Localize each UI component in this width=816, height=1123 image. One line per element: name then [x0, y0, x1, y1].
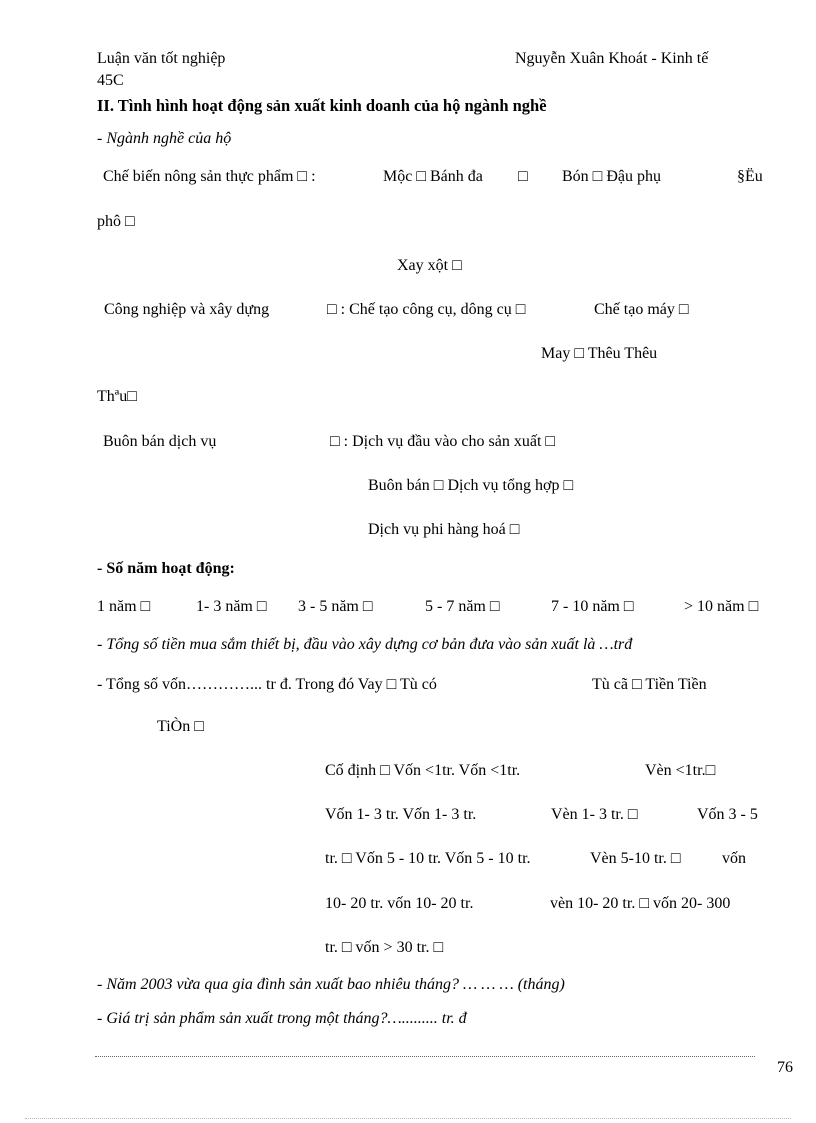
nam-2003-question: - Năm 2003 vừa qua gia đình sản xuất bao nhiêu tháng? … … … (tháng) — [97, 976, 565, 993]
gia-tri-question: - Giá trị sản phẩm sản xuất trong một tháng?…......... tr. đ — [97, 1010, 467, 1027]
banh-da-checkbox: □ — [518, 168, 528, 185]
page-number: 76 — [777, 1059, 793, 1076]
von-line-2c: Vốn 3 - 5 — [697, 806, 758, 823]
header-left-line2: 45C — [97, 72, 124, 89]
tu-co-options: Tù cã □ Tiền Tiền — [592, 676, 707, 693]
von-line-2a: Vốn 1- 3 tr. Vốn 1- 3 tr. — [325, 806, 477, 823]
nganh-nghe-label: - Ngành nghề của hộ — [97, 130, 232, 147]
tong-so-tien-line: - Tổng số tiền mua sắm thiết bị, đầu vào xây dựng cơ bản đưa vào sản xuất là …trđ — [97, 636, 633, 653]
moc-banh-da: Mộc □ Bánh đa — [383, 168, 483, 185]
section-title: II. Tình hình hoạt động sản xuất kinh doanh của hộ ngành nghề — [97, 96, 547, 115]
year-option-1: 1 năm □ — [97, 598, 151, 615]
header-right: Nguyễn Xuân Khoát - Kinh tế — [515, 50, 709, 67]
von-line-3c: vốn — [722, 850, 746, 867]
che-tao-may-option: Chế tạo máy □ — [594, 301, 689, 318]
che-bien-label: Chế biến nông sản thực phẩm □ : — [103, 168, 316, 185]
bon-dau-phu: Bón □ Đậu phụ — [562, 168, 661, 185]
tong-so-von-line: - Tổng số vốn…………... tr đ. Trong đó Vay □ Tù có — [97, 676, 437, 693]
buon-ban-options-2: Buôn bán □ Dịch vụ tổng hợp □ — [368, 477, 574, 494]
year-option-6: > 10 năm □ — [684, 598, 759, 615]
year-option-4: 5 - 7 năm □ — [425, 598, 500, 615]
year-option-2: 1- 3 năm □ — [196, 598, 267, 615]
von-line-3a: tr. □ Vốn 5 - 10 tr. Vốn 5 - 10 tr. — [325, 850, 531, 867]
von-line-1b: Vèn <1tr.□ — [645, 762, 716, 779]
year-option-5: 7 - 10 năm □ — [551, 598, 634, 615]
footer-divider — [95, 1056, 755, 1057]
pho-option: phô □ — [97, 213, 135, 230]
dau-text: §Ëu — [737, 168, 763, 185]
cong-nghiep-options: □ : Chế tạo công cụ, dông cụ □ — [327, 301, 526, 318]
buon-ban-options-3: Dịch vụ phi hàng hoá □ — [368, 521, 520, 538]
cong-nghiep-label: Công nghiệp và xây dựng — [104, 301, 270, 318]
von-line-3b: Vèn 5-10 tr. □ — [590, 850, 681, 867]
may-theu-option: May □ Thêu Thêu — [541, 345, 658, 362]
buon-ban-label: Buôn bán dịch vụ — [103, 433, 217, 450]
so-nam-label: - Số năm hoạt động: — [97, 560, 235, 577]
thau-option: Thªu□ — [97, 388, 137, 405]
year-option-3: 3 - 5 năm □ — [298, 598, 373, 615]
von-line-1: Cố định □ Vốn <1tr. Vốn <1tr. — [325, 762, 521, 779]
header-left: Luận văn tốt nghiệp — [97, 50, 226, 67]
tien-option: TiÒn □ — [157, 718, 204, 735]
von-line-5: tr. □ vốn > 30 tr. □ — [325, 939, 444, 956]
buon-ban-options-1: □ : Dịch vụ đầu vào cho sản xuất □ — [330, 433, 556, 450]
von-line-2b: Vèn 1- 3 tr. □ — [551, 806, 638, 823]
von-line-4b: vèn 10- 20 tr. □ vốn 20- 300 — [550, 895, 731, 912]
von-line-4a: 10- 20 tr. vốn 10- 20 tr. — [325, 895, 474, 912]
page-bottom-divider — [25, 1118, 791, 1119]
xay-xot-option: Xay xột □ — [397, 257, 462, 274]
